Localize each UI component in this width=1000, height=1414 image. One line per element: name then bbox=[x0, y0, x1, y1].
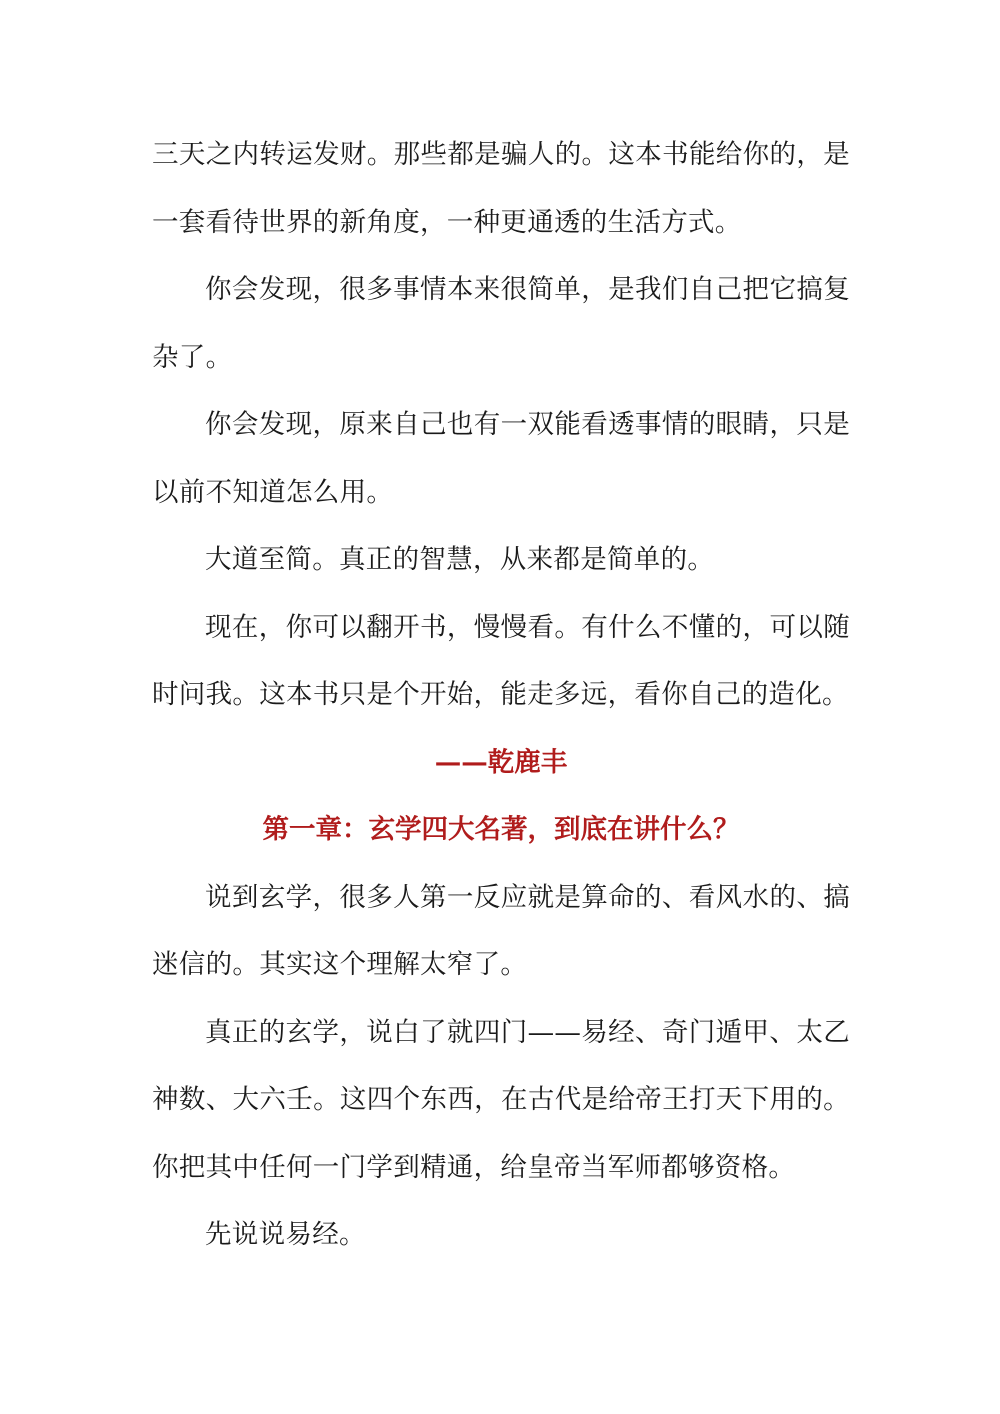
document-page bbox=[152, 121, 850, 1269]
paragraph-intro-4: 大道至简。真正的智慧，从来都是简单的。 bbox=[205, 544, 715, 575]
paragraph-intro-2: 你会发现，很多事情本来很简单，是我们自己把它搞复杂了。 bbox=[152, 274, 850, 373]
paragraph-chapter-1: 说到玄学，很多人第一反应就是算命的、看风水的、搞迷信的。其实这个理解太窄了。 bbox=[152, 881, 850, 980]
paragraph-chapter-3: 先说说易经。 bbox=[205, 1219, 366, 1250]
chapter-title: 第一章：玄学四大名著，到底在讲什么？ bbox=[262, 814, 740, 845]
paragraph-chapter-2: 真正的玄学，说白了就四门——易经、奇门遁甲、太乙神数、大六壬。这四个东西，在古代是给帝王打天下用的。你把其中任何一门学到精通，给皇帝当军师都够资格。 bbox=[152, 1016, 850, 1183]
paragraph-intro-1: 三天之内转运发财。那些都是骗人的。这本书能给你的，是一套看待世界的新角度，一种更通透的生活方式。 bbox=[152, 139, 850, 238]
paragraph-intro-5: 现在，你可以翻开书，慢慢看。有什么不懂的，可以随时问我。这本书只是个开始，能走多远，看你自己的造化。 bbox=[152, 611, 850, 710]
author-signature: ——乾鹿丰 bbox=[434, 746, 568, 778]
paragraph-intro-3: 你会发现，原来自己也有一双能看透事情的眼睛，只是以前不知道怎么用。 bbox=[152, 409, 850, 508]
